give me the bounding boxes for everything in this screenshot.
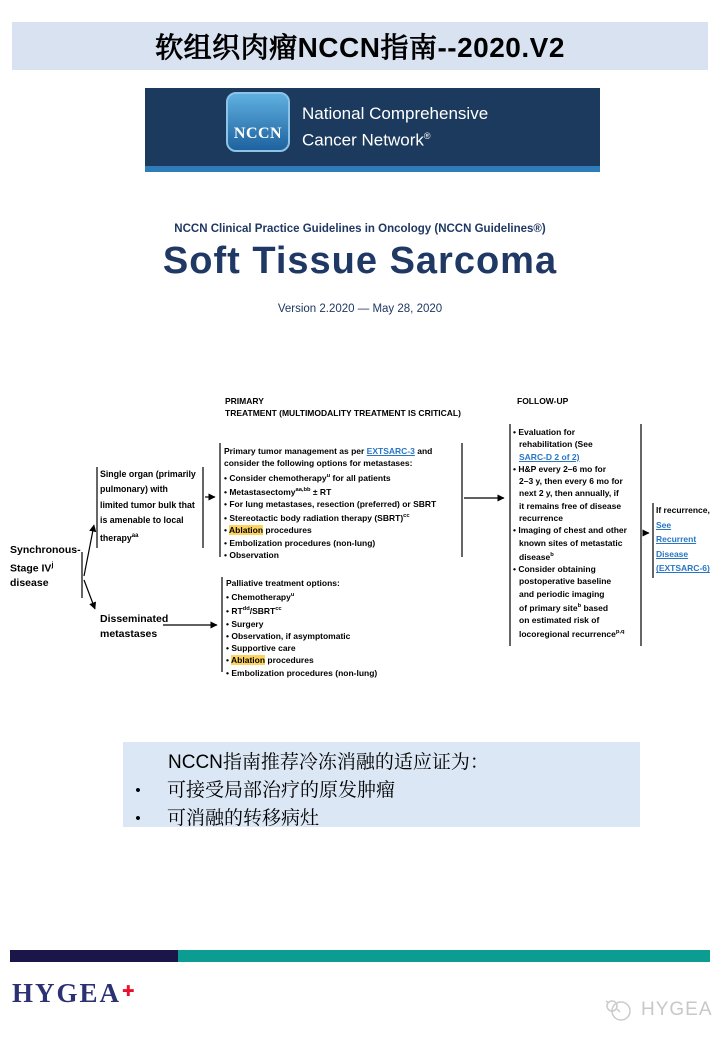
text-segment: Palliative treatment options:: [226, 578, 340, 588]
flow-line: [656, 503, 710, 518]
text-segment: • Metastasectomy: [224, 486, 296, 497]
text-segment: rehabilitation (See: [519, 439, 593, 450]
flow-line: [226, 577, 377, 589]
bullet-marker: •: [135, 810, 141, 827]
text-segment: If recurrence,: [656, 505, 710, 515]
flow-line: [513, 524, 627, 536]
inline-link[interactable]: EXTSARC-3: [366, 446, 415, 456]
primary-treatment-header: [225, 396, 461, 419]
note-bullet-1: [123, 777, 640, 805]
flow-line: [513, 563, 627, 575]
slide-title: 软组织肉瘤NCCN指南--2020.V2: [155, 32, 565, 63]
text-segment: locoregional recurrence: [519, 629, 616, 640]
flow-line: [100, 627, 168, 642]
flow-line: [513, 512, 627, 524]
flow-line: [656, 518, 710, 533]
flow-line: [226, 589, 377, 603]
text-segment: Disseminated: [100, 613, 169, 625]
text-segment: and: [414, 446, 433, 456]
superscript: u: [326, 472, 331, 479]
superscript: cc: [403, 513, 410, 520]
registered-mark: ®: [423, 131, 431, 141]
text-segment: procedures: [263, 525, 312, 536]
flow-line: [513, 487, 627, 499]
text-segment: •: [226, 655, 232, 666]
highlighted-text: Ablation: [229, 525, 264, 536]
note-box: [123, 742, 640, 827]
text-segment: • Stereotactic body radiation therapy (SBRT): [224, 512, 404, 523]
text-segment: postoperative baseline: [519, 576, 612, 587]
text-segment: limited tumor bulk that: [100, 499, 195, 510]
text-segment: based: [581, 602, 609, 613]
flow-line: [513, 614, 627, 626]
medical-cross-icon: ✚: [122, 982, 135, 1000]
inline-link[interactable]: Recurrent: [656, 534, 697, 545]
flow-line: [513, 549, 627, 563]
flow-line: [513, 426, 627, 438]
version-line: Version 2.2020 — May 28, 2020: [277, 303, 443, 315]
superscript: cc: [275, 606, 282, 613]
flow-line: [226, 642, 377, 654]
flow-line: [100, 612, 168, 627]
flow-line: [224, 457, 436, 469]
superscript: b: [577, 602, 582, 609]
document-title: Soft Tissue Sarcoma: [162, 240, 558, 282]
primary-header-line2: TREATMENT (MULTIMODALITY TREATMENT IS CRITICAL): [225, 407, 461, 418]
text-segment: • Embolization procedures (non-lung): [226, 667, 378, 678]
flow-line: [513, 500, 627, 512]
text-segment: and periodic imaging: [519, 588, 605, 599]
flow-line: [513, 463, 627, 475]
if-recurrence-node: [656, 503, 710, 576]
text-segment: • Consider chemotherapy: [224, 472, 327, 483]
text-segment: • RT: [226, 606, 243, 617]
flow-line: [224, 510, 436, 524]
text-segment: 2–3 y, then every 6 mo for: [519, 476, 623, 487]
superscript: j: [51, 560, 54, 569]
flow-line: [100, 513, 196, 528]
text-segment: disease: [10, 576, 49, 589]
text-segment: pulmonary) with: [100, 484, 168, 495]
superscript: aa: [131, 532, 139, 539]
text-segment: • H&P every 2–6 mo for: [513, 463, 607, 474]
text-segment: for all patients: [330, 472, 391, 483]
guidelines-subtitle: NCCN Clinical Practice Guidelines in Oncology (NCCN Guidelines®): [174, 223, 546, 235]
flow-line: [10, 576, 81, 591]
text-segment: ± RT: [310, 486, 332, 497]
footer-navy-bar: [10, 950, 178, 962]
text-segment: Primary tumor management as per: [224, 446, 367, 456]
flow-line: [224, 470, 436, 484]
flow-line: [224, 445, 436, 457]
org-name-line2-text: Cancer Network: [302, 130, 424, 150]
superscript: dd: [242, 606, 250, 613]
flow-line: [224, 549, 436, 561]
flow-line: [513, 451, 627, 463]
text-segment: metastases: [100, 627, 158, 640]
inline-link[interactable]: See: [656, 519, 672, 530]
hygea-watermark: [603, 997, 713, 1023]
flow-line: [656, 547, 710, 562]
followup-header: FOLLOW-UP: [517, 396, 569, 406]
note-heading: NCCN指南推荐冷冻消融的适应证为：: [168, 752, 489, 773]
org-name-line1: National Comprehensive: [302, 104, 489, 123]
flow-line: [513, 588, 627, 600]
flow-line: [100, 482, 196, 497]
hygea-logo: [12, 978, 135, 1009]
superscript: b: [550, 551, 554, 558]
synchronous-stage-iv-label: [10, 543, 81, 590]
text-segment: known sites of metastatic: [519, 537, 623, 548]
flow-line: [100, 529, 196, 546]
text-segment: • Chemotherapy: [226, 592, 291, 603]
flow-line: [224, 498, 436, 510]
flow-line: [513, 626, 627, 640]
text-segment: Stage IV: [10, 562, 52, 574]
text-segment: • For lung metastases, resection (preferred) or SBRT: [224, 498, 437, 509]
inline-link[interactable]: Disease: [656, 548, 689, 559]
text-segment: • Consider obtaining: [513, 564, 596, 575]
palliative-treatment-box: [226, 577, 377, 679]
inline-link[interactable]: (EXTSARC-6): [656, 563, 710, 574]
flow-line: [513, 475, 627, 487]
primary-header-line1: PRIMARY: [225, 396, 264, 406]
hygea-watermark-icon: [603, 997, 635, 1023]
text-segment: procedures: [265, 655, 314, 666]
text-segment: disease: [519, 551, 551, 562]
text-segment: • Embolization procedures (non-lung): [224, 537, 376, 548]
flow-line: [513, 537, 627, 549]
flow-line: [656, 561, 710, 576]
text-segment: it remains free of disease: [519, 500, 622, 511]
highlighted-text: Ablation: [231, 655, 266, 666]
note-bullet-2-text: 可消融的转移病灶: [167, 808, 320, 829]
text-segment: •: [224, 525, 230, 536]
flow-line: [226, 618, 377, 630]
disseminated-metastases-label: [100, 612, 168, 641]
flow-line: [656, 532, 710, 547]
note-bullet-1-text: 可接受局部治疗的原发肿瘤: [167, 780, 396, 801]
followup-box: [513, 426, 627, 641]
superscript: u: [290, 592, 295, 599]
flow-line: [513, 600, 627, 614]
text-segment: is amenable to local: [100, 515, 184, 526]
bullet-marker: •: [135, 782, 141, 799]
nccn-logo-text: NCCN: [233, 125, 283, 142]
single-organ-node: [100, 467, 196, 546]
flow-line: [100, 467, 196, 482]
flow-line: [226, 603, 377, 617]
text-segment: of primary site: [519, 602, 578, 613]
flow-line: [100, 498, 196, 513]
text-segment: on estimated risk of: [519, 615, 600, 626]
flow-line: [226, 654, 377, 666]
text-segment: • Observation, if asymptomatic: [226, 630, 351, 641]
flow-line: [224, 524, 436, 536]
flow-line: [224, 484, 436, 498]
text-segment: • Observation: [224, 549, 279, 560]
flow-line: [224, 537, 436, 549]
flow-line: [226, 667, 377, 679]
hygea-wordmark: HYGEA: [12, 978, 122, 1008]
text-segment: • Imaging of chest and other: [513, 525, 627, 536]
text-segment: Synchronous-: [10, 544, 81, 556]
superscript: p,q: [615, 629, 625, 636]
text-segment: Single organ (primarily: [100, 469, 196, 479]
text-segment: • Surgery: [226, 618, 264, 629]
inline-link[interactable]: SARC-D 2 of 2): [519, 451, 580, 462]
flow-line: [10, 543, 81, 558]
watermark-text: HYGEA: [641, 999, 713, 1020]
text-segment: next 2 y, then annually, if: [519, 488, 619, 499]
text-segment: recurrence: [519, 513, 563, 524]
text-segment: • Evaluation for: [513, 427, 576, 437]
primary-treatment-box: [224, 445, 436, 561]
flow-line: [226, 630, 377, 642]
text-segment: • Supportive care: [226, 643, 296, 654]
text-segment: /SBRT: [249, 606, 276, 617]
flow-line: [513, 575, 627, 587]
superscript: aa,bb: [295, 486, 311, 493]
note-bullet-2: [123, 805, 640, 833]
flow-line: [10, 558, 81, 576]
text-segment: consider the following options for metastases:: [224, 458, 413, 469]
flow-line: [513, 438, 627, 450]
text-segment: therapy: [100, 532, 132, 543]
footer-teal-bar: [178, 950, 710, 962]
